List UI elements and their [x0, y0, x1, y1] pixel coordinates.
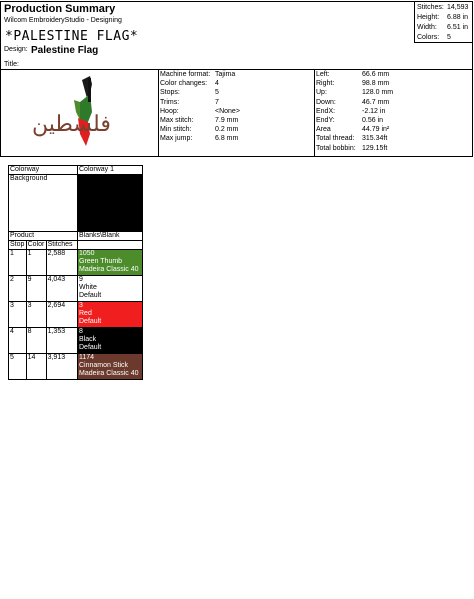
stop-number: 2	[9, 276, 27, 302]
background-label: Background	[9, 175, 78, 232]
stitches-value: 14,593	[447, 4, 469, 11]
extent-label: Total thread:	[316, 135, 355, 143]
thread-brand: Madeira Classic 40	[79, 266, 139, 273]
colorway-1-header: Colorway 1	[78, 166, 143, 175]
stitch-count: 4,043	[46, 276, 77, 302]
extent-value: 315.34ft	[362, 135, 388, 143]
header-top-border	[0, 1, 473, 2]
colors-value: 5	[447, 34, 451, 41]
colorway-header: Colorway	[9, 166, 78, 175]
background-swatch	[78, 175, 143, 232]
thread-brand: Madeira Classic 40	[79, 370, 139, 377]
color-number: 9	[26, 276, 46, 302]
product-label: Product	[9, 232, 78, 241]
machine-info-value: 0.2 mm	[215, 126, 239, 134]
machine-info-value: <None>	[215, 107, 240, 115]
extent-label: Right:	[316, 80, 335, 88]
stop-number: 5	[9, 354, 27, 380]
width-label: Width:	[417, 24, 437, 31]
color-number: 14	[26, 354, 46, 380]
colorway-empty-header	[78, 241, 143, 250]
extent-label: Total bobbin:	[316, 144, 356, 152]
thread-name: Cinnamon Stick	[79, 362, 129, 369]
software-subtitle: Wilcom EmbroideryStudio - Designing	[4, 17, 122, 24]
thread-swatch	[78, 328, 143, 354]
machine-info-label: Hoop:	[160, 107, 179, 115]
design-label: Design:	[4, 46, 28, 53]
stop-header: Stop	[10, 241, 25, 248]
product-value: Blanks\Blank	[78, 232, 143, 241]
extent-label: Down:	[316, 98, 336, 106]
stop-number: 3	[9, 302, 27, 328]
thread-name: Green Thumb	[79, 258, 123, 265]
stats-box-bottom-border	[414, 42, 473, 43]
thread-brand: Default	[79, 344, 102, 351]
color-number: 1	[26, 250, 46, 276]
extent-label: EndY:	[316, 117, 335, 124]
extent-label: Area	[316, 126, 331, 134]
extent-value: 98.8 mm	[362, 80, 390, 88]
machine-info-value: 7.9 mm	[215, 117, 239, 124]
height-value: 6.88 in	[447, 14, 469, 21]
arabic-text: فلسطين	[32, 112, 111, 137]
machine-info-label: Trims:	[160, 98, 180, 106]
stitch-count: 1,353	[46, 328, 77, 354]
design-name: Palestine Flag	[31, 45, 99, 56]
colorway-table	[8, 165, 143, 380]
extent-value: 46.7 mm	[362, 98, 390, 106]
stitch-count: 2,694	[46, 302, 77, 328]
machine-info-label: Stops:	[160, 89, 180, 97]
machine-info-value: 5	[215, 89, 219, 97]
color-number: 3	[26, 302, 46, 328]
machine-info-label: Max jump:	[160, 135, 193, 143]
machine-info-value: 6.8 mm	[215, 135, 239, 143]
color-stop-row	[9, 328, 143, 354]
color-stop-row	[9, 276, 143, 302]
left-border	[0, 1, 1, 156]
stop-number: 4	[9, 328, 27, 354]
thread-swatch	[78, 302, 143, 328]
design-filename: *PALESTINE FLAG*	[5, 29, 139, 44]
color-number: 8	[26, 328, 46, 354]
height-label: Height:	[417, 14, 440, 21]
machine-info-label: Min stitch:	[160, 126, 192, 134]
page-title: Production Summary	[4, 3, 116, 15]
machine-info-value: 4	[215, 80, 219, 88]
thread-swatch	[78, 276, 143, 302]
thread-code: 3	[79, 302, 83, 309]
title-label: Title:	[4, 61, 19, 68]
extent-value: 128.0 mm	[362, 89, 394, 97]
extent-value: 129.15ft	[362, 144, 388, 152]
info-bottom-border	[0, 156, 473, 157]
extent-label: Up:	[316, 89, 327, 97]
thread-brand: Default	[79, 292, 102, 299]
thread-name: White	[79, 284, 97, 291]
extent-value: 0.56 in	[362, 117, 384, 124]
stop-number: 1	[9, 250, 27, 276]
extent-label: Left:	[316, 71, 330, 78]
info-divider	[314, 69, 315, 157]
thread-swatch	[78, 250, 143, 276]
color-header: Color	[27, 241, 45, 248]
thread-swatch	[78, 354, 143, 380]
thread-code: 1050	[79, 250, 95, 257]
stitch-count: 3,913	[46, 354, 77, 380]
thread-brand: Default	[79, 318, 102, 325]
thread-code: 8	[79, 328, 83, 335]
extent-label: EndX:	[316, 107, 336, 115]
machine-info-value: Tajima	[215, 71, 236, 78]
preview-right-border	[158, 69, 159, 157]
extent-value: 66.6 mm	[362, 71, 390, 78]
machine-info-value: 7	[215, 98, 219, 106]
width-value: 6.51 in	[447, 24, 469, 31]
stitch-count: 2,588	[46, 250, 77, 276]
stats-box-left-border	[414, 1, 415, 42]
stitches-label: Stitches:	[417, 4, 444, 11]
machine-info-label: Color changes:	[160, 80, 208, 88]
thread-name: Black	[79, 336, 97, 343]
thread-code: 9	[79, 276, 83, 283]
thread-name: Red	[79, 310, 92, 317]
stitches-header: Stitches	[46, 241, 77, 250]
thread-code: 1174	[79, 354, 95, 361]
extent-value: 44.79 in²	[362, 126, 390, 134]
header-bottom-border	[0, 69, 473, 70]
color-stop-row	[9, 354, 143, 380]
machine-info-label: Machine format:	[160, 71, 211, 78]
colors-label: Colors:	[417, 34, 440, 41]
right-border	[472, 1, 473, 156]
color-stop-row	[9, 302, 143, 328]
machine-info-label: Max stitch:	[160, 117, 194, 124]
extent-value: -2.12 in	[362, 107, 386, 115]
color-stop-row	[9, 250, 143, 276]
